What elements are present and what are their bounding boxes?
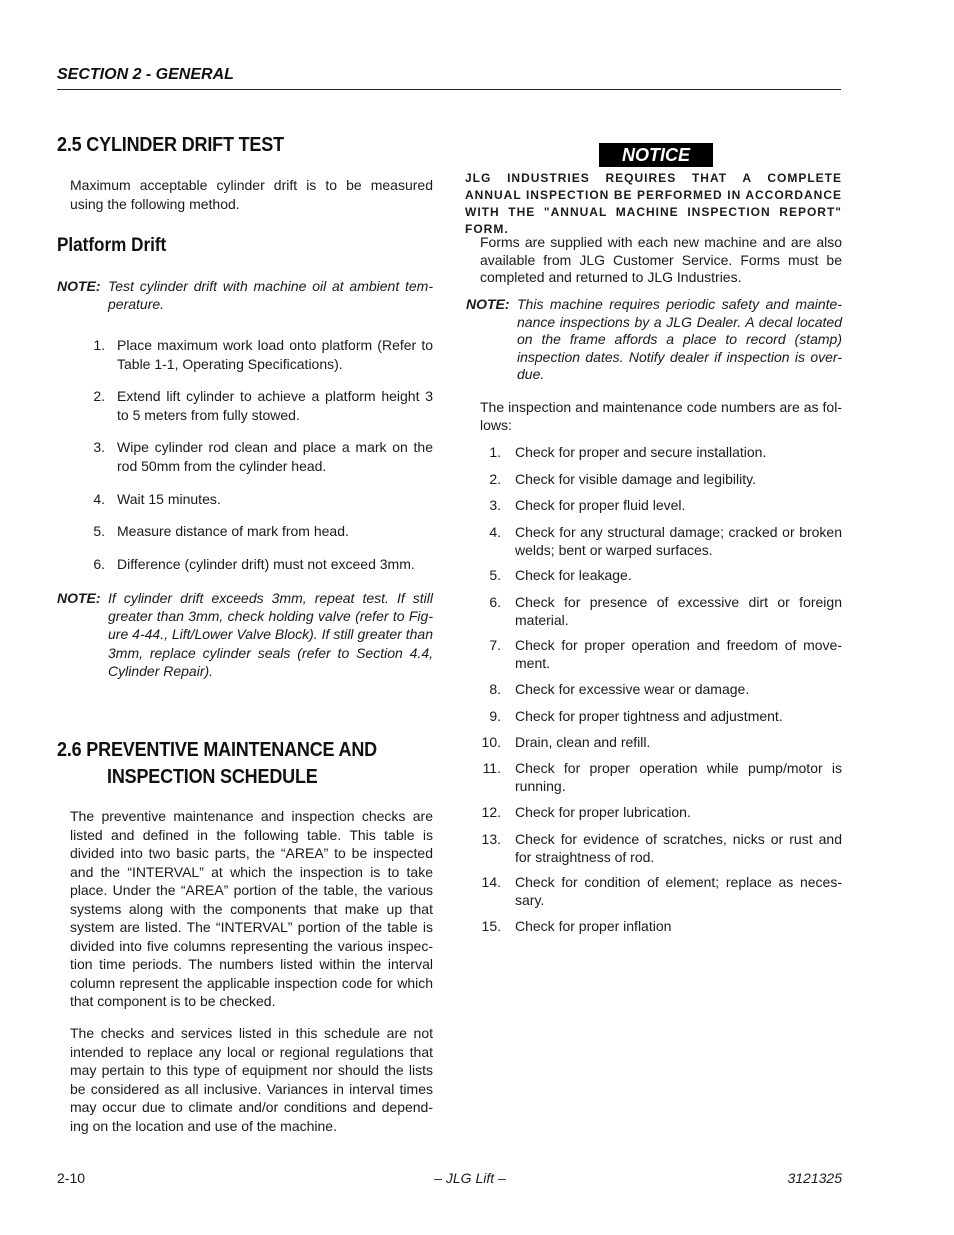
note-ambient-temperature [57, 277, 433, 313]
code-text: Check for condition of element; replace as neces-sary. [515, 874, 842, 908]
code-number: 9. [489, 708, 501, 724]
code-text: Check for presence of excessive dirt or foreign material. [515, 594, 842, 628]
list-item [465, 594, 842, 629]
note-label: NOTE: [57, 590, 101, 606]
section-2-6-para-1: The preventive maintenance and inspection checks are listed and defined in the following table. This table is divided into two basic parts, the “AREA” to be inspected and the “INTERVAL” at which the inspection is to take place. Under the “AREA” portion of the table, the various systems along with the components that make up that system are listed. The “INTERVAL” portion of the table is divided into five columns representing the various inspec-tion time periods. The numbers listed within the interval column represent the applicable inspection code for which that component is to be checked. [70, 808, 433, 1009]
code-number: 8. [489, 681, 501, 697]
section-header: SECTION 2 - GENERAL [57, 66, 234, 83]
code-number: 3. [489, 497, 501, 513]
list-item [57, 336, 433, 373]
code-text: Check for proper lubrication. [515, 804, 691, 820]
code-number: 10. [481, 734, 501, 750]
step-text: Place maximum work load onto platform (Refer to Table 1-1, Operating Specifications). [117, 337, 433, 372]
section-2-5-title: 2.5 CYLINDER DRIFT TEST [57, 134, 284, 156]
list-item [465, 567, 842, 585]
code-text: Check for proper operation and freedom of move-ment. [515, 637, 842, 671]
list-item [57, 387, 433, 424]
step-text: Measure distance of mark from head. [117, 523, 349, 539]
note-text: This machine requires periodic safety and mainte-nance inspections by a JLG Dealer. A decal located on the frame affords a place to record (stamp) inspection dates. Notify dealer if inspection is over-due. [517, 296, 842, 382]
code-number: 15. [481, 918, 501, 934]
code-number: 13. [481, 831, 501, 847]
code-text: Check for proper tightness and adjustment. [515, 708, 783, 724]
page-number: 2-10 [57, 1170, 86, 1186]
code-text: Check for proper operation while pump/motor is running. [515, 760, 842, 794]
section-2-6-title-line1: 2.6 PREVENTIVE MAINTENANCE AND [57, 739, 377, 761]
note-cylinder-drift [57, 589, 433, 680]
code-text: Check for visible damage and legibility. [515, 471, 756, 487]
code-number: 2. [489, 471, 501, 487]
list-item [465, 497, 842, 515]
list-item [465, 831, 842, 866]
step-text: Wipe cylinder rod clean and place a mark on the rod 50mm from the cylinder head. [117, 439, 433, 474]
code-number: 5. [489, 567, 501, 583]
document-number: 3121325 [787, 1170, 842, 1186]
note-text: Test cylinder drift with machine oil at ambient tem-perature. [108, 278, 433, 313]
list-item [465, 760, 842, 795]
step-number: 3. [93, 439, 105, 455]
list-item [465, 708, 842, 726]
code-text: Check for leakage. [515, 567, 632, 583]
step-text: Extend lift cylinder to achieve a platform height 3 to 5 meters from fully stowed. [117, 388, 433, 423]
list-item [465, 524, 842, 559]
list-item [465, 874, 842, 909]
platform-drift-title: Platform Drift [57, 235, 167, 256]
step-number: 1. [93, 337, 105, 353]
code-text: Drain, clean and refill. [515, 734, 651, 750]
list-item [57, 438, 433, 475]
code-number: 14. [481, 874, 501, 890]
step-number: 6. [93, 556, 105, 572]
section-2-5-intro: Maximum acceptable cylinder drift is to be measured using the following method. [70, 177, 433, 212]
list-item [57, 555, 433, 574]
code-text: Check for proper fluid level. [515, 497, 686, 513]
note-dealer-inspection [466, 296, 842, 384]
code-text: Check for any structural damage; cracked or broken welds; bent or warped surfaces. [515, 524, 842, 558]
note-label: NOTE: [57, 278, 101, 294]
step-number: 4. [93, 491, 105, 507]
notice-text: JLG INDUSTRIES REQUIRES THAT A COMPLETE ANNUAL INSPECTION BE PERFORMED IN ACCORDANCE WITH THE "ANNUAL MACHINE INSPECTION REPORT" FORM. [465, 171, 842, 236]
section-2-6-title-line2: INSPECTION SCHEDULE [107, 766, 318, 788]
code-number: 6. [489, 594, 501, 610]
step-text: Difference (cylinder drift) must not exceed 3mm. [117, 556, 415, 572]
list-item [465, 444, 842, 462]
list-item [465, 918, 842, 936]
code-number: 1. [489, 444, 501, 460]
step-number: 2. [93, 388, 105, 404]
note-label: NOTE: [466, 296, 510, 312]
list-item [57, 490, 433, 509]
notice-badge: NOTICE [599, 143, 713, 167]
code-number: 7. [489, 637, 501, 653]
code-text: Check for proper and secure installation. [515, 444, 767, 460]
list-item [57, 522, 433, 541]
list-item [465, 637, 842, 672]
list-item [465, 681, 842, 699]
code-text: Check for evidence of scratches, nicks or rust and for straightness of rod. [515, 831, 842, 865]
code-text: Check for proper inflation [515, 918, 672, 934]
forms-paragraph: Forms are supplied with each new machine and are also available from JLG Customer Service. Forms must be completed and returned to JLG Industries. [480, 234, 842, 285]
step-number: 5. [93, 523, 105, 539]
list-item [465, 471, 842, 489]
list-item [465, 804, 842, 822]
list-item [465, 734, 842, 752]
codes-intro: The inspection and maintenance code numbers are as fol-lows: [480, 399, 842, 433]
code-number: 4. [489, 524, 501, 540]
header-rule [57, 89, 841, 90]
code-number: 12. [481, 804, 501, 820]
step-text: Wait 15 minutes. [117, 491, 221, 507]
note-text: If cylinder drift exceeds 3mm, repeat test. If still greater than 3mm, check holding valve (refer to Fig-ure 4-44., Lift/Lower Valve Block). If still greater than 3mm, replace cylinder seals (refer to Section 4.4, Cylinder Repair). [108, 590, 433, 679]
code-number: 11. [482, 760, 501, 776]
footer-title: – JLG Lift – [434, 1170, 506, 1186]
code-text: Check for excessive wear or damage. [515, 681, 750, 697]
section-2-6-para-2: The checks and services listed in this schedule are not intended to replace any local or regional regulations that may pertain to this type of equipment nor should the lists be considered as all inclusive. Variances in interval times may occur due to climate and/or conditions and depend-ing on the location and use of the machine. [70, 1025, 433, 1134]
